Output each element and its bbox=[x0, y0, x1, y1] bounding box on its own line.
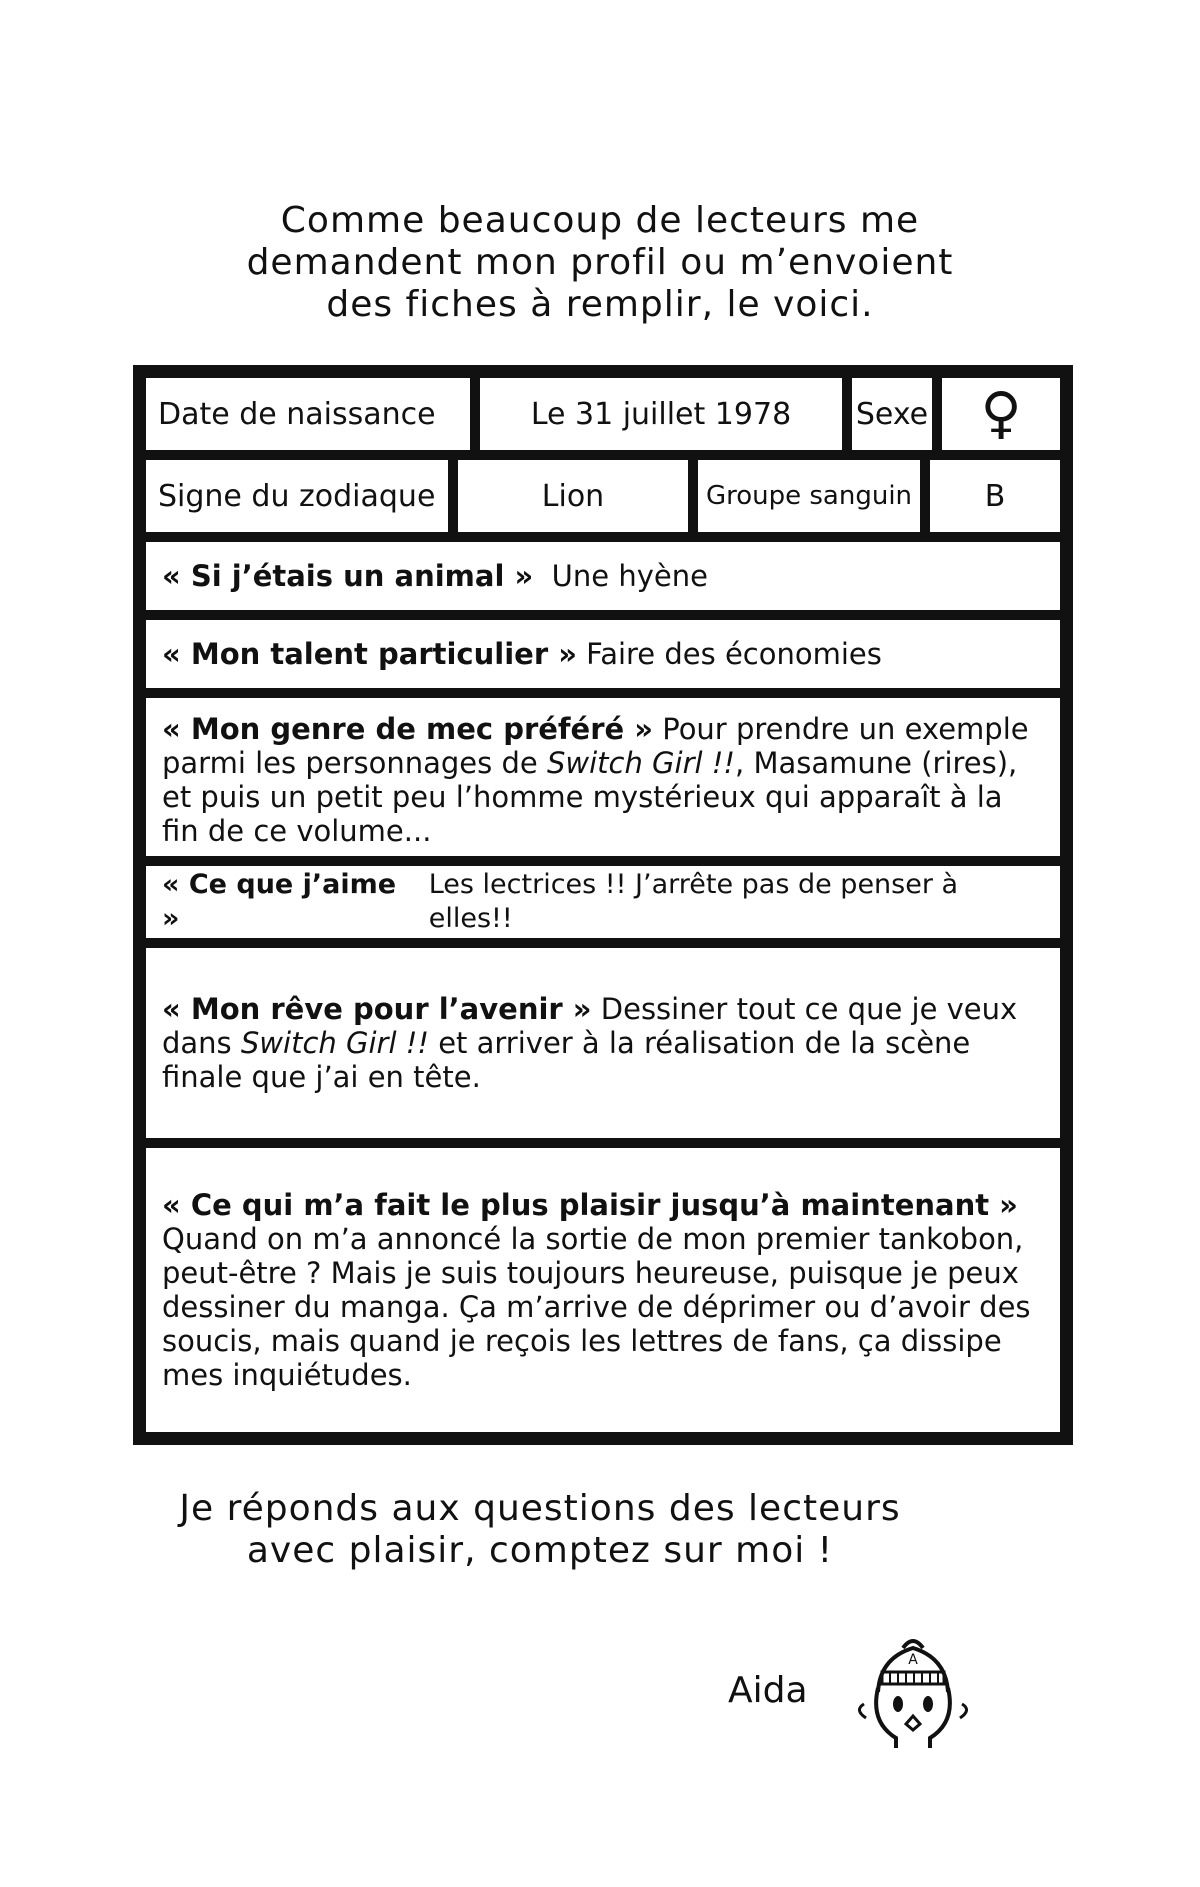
avatar-letter: A bbox=[908, 1652, 918, 1668]
profile-sheet bbox=[133, 365, 1073, 1445]
likes-row bbox=[141, 861, 1065, 943]
outro-line: avec plaisir, comptez sur moi ! bbox=[246, 1530, 834, 1571]
favorite-type-row bbox=[141, 693, 1065, 861]
dream-label: « Mon rêve pour l’avenir » bbox=[162, 992, 592, 1026]
sex-label-cell bbox=[847, 373, 937, 455]
dream-title: Switch Girl !! bbox=[240, 1026, 429, 1060]
intro-line: des fiches à remplir, le voici. bbox=[326, 284, 874, 325]
likes-value: Les lectrices !! J’arrête pas de penser à elles!! bbox=[428, 869, 959, 934]
talent-label: « Mon talent particulier » bbox=[162, 637, 577, 671]
birth-date-label: Date de naissance bbox=[158, 396, 436, 432]
talent-value: Faire des économies bbox=[586, 637, 882, 671]
zodiac-value: Lion bbox=[541, 478, 605, 514]
birth-date-value: Le 31 juillet 1978 bbox=[530, 396, 792, 432]
favorite-type-label: « Mon genre de mec préféré » bbox=[162, 712, 654, 746]
zodiac-label-cell bbox=[141, 455, 453, 537]
intro-text bbox=[180, 200, 1020, 326]
blood-type-value: B bbox=[984, 478, 1006, 514]
favorite-type-text: Pour prendre un exemple parmi les personnages de bbox=[162, 712, 1029, 780]
sex-value-cell bbox=[937, 373, 1065, 455]
blood-type-label: Groupe sanguin bbox=[705, 481, 913, 511]
dream-text-end: et arriver à la réalisation de la scène finale que j’ai en tête. bbox=[162, 1026, 971, 1094]
outro-text bbox=[130, 1488, 950, 1572]
animal-row bbox=[141, 537, 1065, 615]
outro-line: Je réponds aux questions des lecteurs bbox=[179, 1488, 901, 1529]
author-signature: Aida bbox=[728, 1670, 808, 1711]
talent-row bbox=[141, 615, 1065, 693]
favorite-type-text-end: , Masamune (rires), et puis un petit peu l’homme mystérieux qui apparaît à la fin de ce volume... bbox=[162, 746, 1018, 848]
birth-date-value-cell bbox=[475, 373, 847, 455]
sex-label: Sexe bbox=[855, 396, 929, 432]
favorite-type-title: Switch Girl !! bbox=[546, 746, 736, 780]
greatest-joy-row bbox=[141, 1143, 1065, 1437]
birth-date-label-cell bbox=[141, 373, 475, 455]
greatest-joy-text: Quand on m’a annoncé la sortie de mon premier tankobon, peut-être ? Mais je suis toujours heureuse, puisque je peux dessiner du manga. Ça m’arrive de déprimer ou d’avoir des soucis, mais quand je reçois les lettres de fans, ça dissipe mes inquiétudes. bbox=[162, 1222, 1031, 1392]
blood-type-value-cell bbox=[925, 455, 1065, 537]
intro-line: demandent mon profil ou m’envoient bbox=[246, 242, 954, 283]
zodiac-value-cell bbox=[453, 455, 693, 537]
animal-value: Une hyène bbox=[551, 559, 708, 593]
dream-text: Dessiner tout ce que je veux dans bbox=[162, 992, 1018, 1060]
dream-row bbox=[141, 943, 1065, 1143]
zodiac-label: Signe du zodiaque bbox=[158, 478, 436, 514]
animal-label: « Si j’étais un animal » bbox=[162, 559, 534, 593]
author-avatar-icon bbox=[848, 1630, 978, 1760]
intro-line: Comme beaucoup de lecteurs me bbox=[280, 200, 920, 241]
blood-type-label-cell bbox=[693, 455, 925, 537]
likes-label: « Ce que j’aime » bbox=[162, 869, 397, 934]
female-symbol-icon: ♀ bbox=[980, 381, 1022, 446]
greatest-joy-label: « Ce qui m’a fait le plus plaisir jusqu’à maintenant » bbox=[162, 1188, 1018, 1222]
